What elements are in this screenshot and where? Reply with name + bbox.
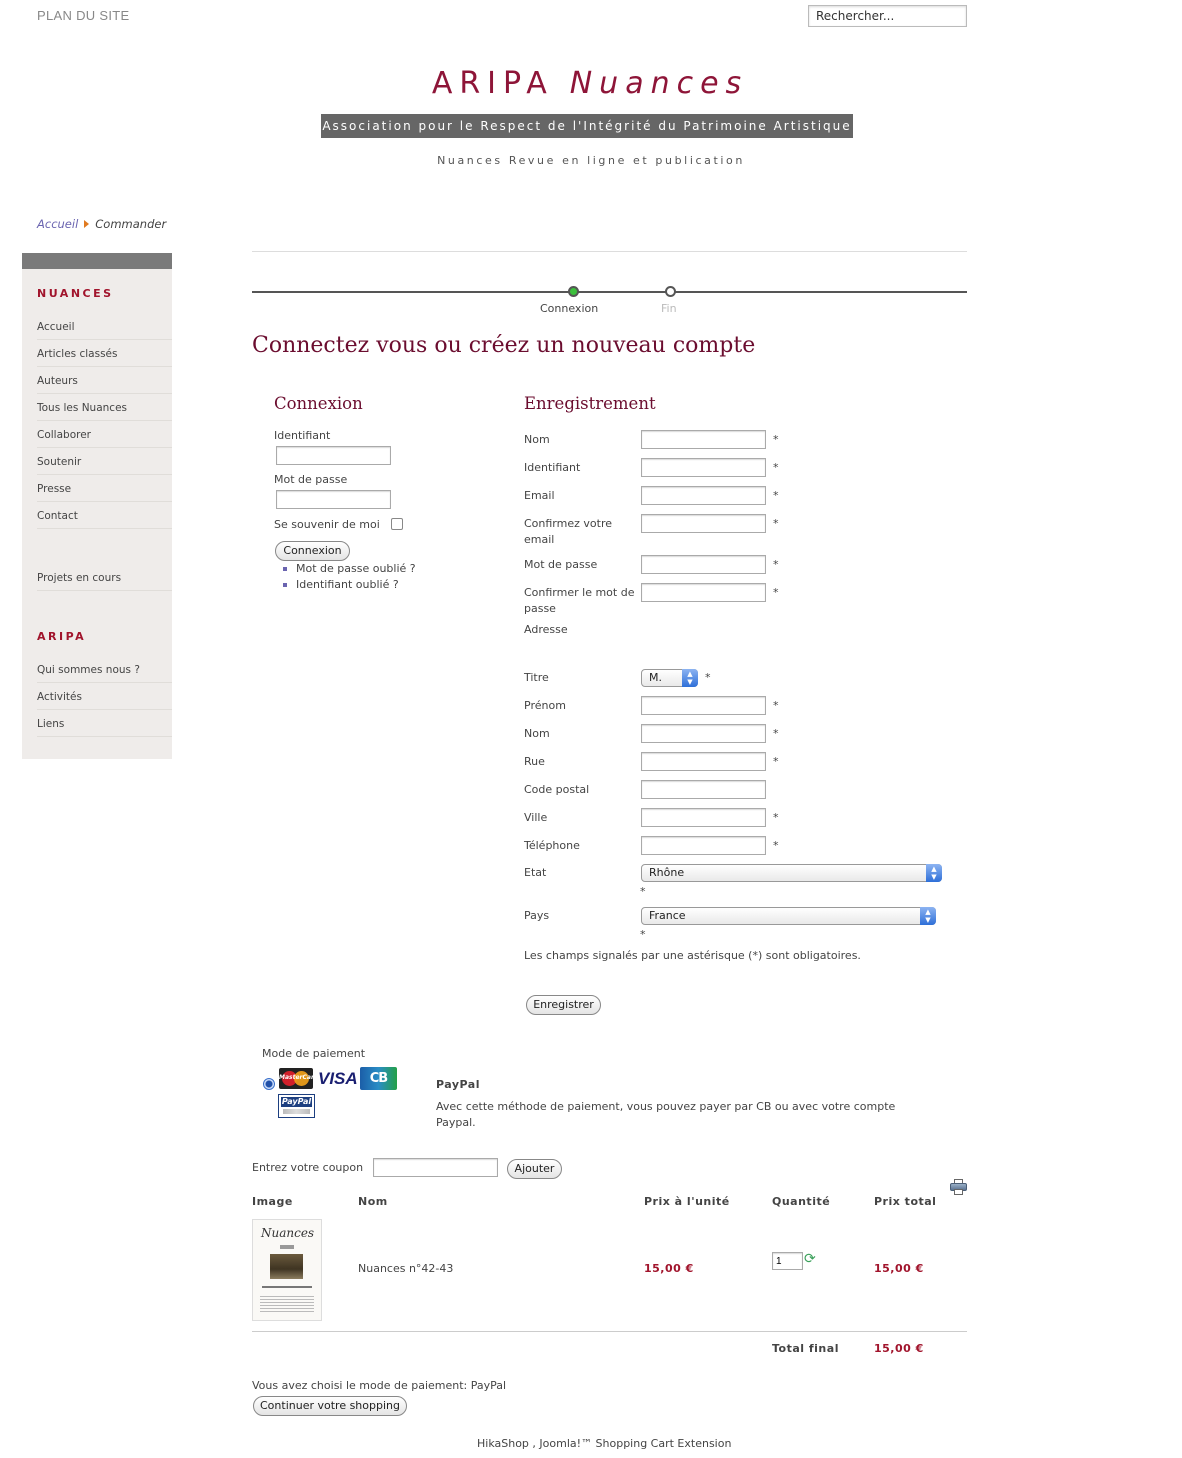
state-select[interactable] — [641, 864, 942, 882]
sidebar-item-articles[interactable]: Articles classés — [37, 340, 172, 367]
required-marker: * — [773, 586, 779, 599]
title-select-value: M. — [649, 671, 662, 684]
payment-method-description: Avec cette méthode de paiement, vous pouvez payer par CB ou avec votre compte Paypal. — [436, 1100, 896, 1129]
step-fin-dot — [665, 286, 676, 297]
reg-phone-input[interactable] — [641, 836, 766, 855]
reg-name-input[interactable] — [641, 430, 766, 449]
reg-city-label: Ville — [524, 811, 548, 824]
required-marker: * — [773, 558, 779, 571]
bullet-icon — [283, 583, 287, 587]
required-marker: * — [773, 433, 779, 446]
required-marker: * — [773, 461, 779, 474]
step-connexion-label: Connexion — [540, 302, 599, 315]
final-total-label: Total final — [772, 1342, 839, 1355]
paypal-logo-text: PayPal — [281, 1097, 312, 1106]
register-title: Enregistrement — [524, 394, 656, 413]
sidebar-item-presse[interactable]: Presse — [37, 475, 172, 502]
visa-logo-icon: VISA — [318, 1069, 358, 1088]
login-button[interactable]: Connexion — [275, 541, 350, 561]
required-marker: * — [773, 489, 779, 502]
sidebar-item-contact[interactable]: Contact — [37, 502, 172, 529]
reg-firstname-label: Prénom — [524, 699, 566, 712]
reg-lastname-label: Nom — [524, 727, 550, 740]
reg-lastname-input[interactable] — [641, 724, 766, 743]
reg-confirm-password-input[interactable] — [641, 583, 766, 602]
unit-price: 15,00 € — [644, 1262, 694, 1275]
reg-password-label: Mot de passe — [524, 558, 598, 571]
login-password-input[interactable] — [276, 490, 391, 509]
breadcrumb-home-link[interactable]: Accueil — [37, 217, 79, 231]
reg-username-label: Identifiant — [524, 461, 581, 474]
reg-firstname-input[interactable] — [641, 696, 766, 715]
sidebar-item-tous-nuances[interactable]: Tous les Nuances — [37, 394, 172, 421]
required-marker: * — [640, 928, 646, 941]
hikashop-credit-link[interactable]: HikaShop , Joomla!™ Shopping Cart Extension — [477, 1437, 732, 1450]
quantity-input[interactable] — [772, 1252, 803, 1270]
reg-confirm-password-label: Confirmer le mot de passe — [524, 586, 635, 615]
country-select-value: France — [649, 909, 686, 922]
country-select[interactable] — [641, 907, 936, 925]
site-logo[interactable] — [0, 66, 1180, 101]
sidebar — [22, 253, 172, 759]
required-marker: * — [773, 839, 779, 852]
final-total-value: 15,00 € — [874, 1342, 924, 1355]
print-icon[interactable] — [950, 1179, 967, 1195]
site-tagline: Association pour le Respect de l'Intégrité du Patrimoine Artistique — [321, 114, 853, 138]
required-marker: * — [773, 811, 779, 824]
breadcrumb-current: Commander — [95, 217, 167, 231]
sidebar-item-auteurs[interactable]: Auteurs — [37, 367, 172, 394]
mastercard-text: MasterCard — [279, 1074, 319, 1081]
reg-email-label: Email — [524, 489, 555, 502]
sidebar-item-liens[interactable]: Liens — [37, 710, 172, 737]
register-button[interactable]: Enregistrer — [526, 995, 601, 1015]
col-header-quantity: Quantité — [772, 1195, 831, 1208]
select-arrows-icon: ▲ ▼ — [682, 669, 698, 687]
remember-me-checkbox[interactable] — [391, 518, 403, 530]
site-subtagline: Nuances Revue en ligne et publication — [437, 154, 745, 167]
paypal-logo-icon — [278, 1094, 315, 1118]
reg-email-input[interactable] — [641, 486, 766, 505]
cover-title: Nuances — [261, 1226, 315, 1240]
forgot-username-link[interactable]: Identifiant oublié ? — [296, 578, 399, 591]
select-arrows-icon: ▲ ▼ — [920, 907, 936, 925]
sidebar-item-projets[interactable]: Projets en cours — [37, 564, 172, 591]
payment-mode-label: Mode de paiement — [262, 1047, 366, 1060]
step-fin-label: Fin — [661, 302, 677, 315]
required-marker: * — [773, 755, 779, 768]
reg-street-input[interactable] — [641, 752, 766, 771]
reg-phone-label: Téléphone — [524, 839, 580, 852]
required-marker: * — [773, 517, 779, 530]
cart-divider — [252, 1331, 967, 1332]
forgot-password-link[interactable]: Mot de passe oublié ? — [296, 562, 416, 575]
select-arrows-icon: ▲ ▼ — [926, 864, 942, 882]
sidebar-item-activites[interactable]: Activités — [37, 683, 172, 710]
required-marker: * — [773, 699, 779, 712]
reg-password-input[interactable] — [641, 555, 766, 574]
col-header-image: Image — [252, 1195, 293, 1208]
reg-city-input[interactable] — [641, 808, 766, 827]
required-marker: * — [640, 885, 646, 898]
required-marker: * — [773, 727, 779, 740]
logo-italic: Nuances — [569, 66, 749, 101]
product-image[interactable] — [252, 1219, 322, 1321]
payment-method-name: PayPal — [436, 1078, 480, 1091]
login-username-label: Identifiant — [274, 429, 331, 442]
required-fields-note: Les champs signalés par une astérisque (*) sont obligatoires. — [524, 949, 861, 962]
sidebar-heading-nuances: NUANCES — [37, 287, 114, 300]
product-name-link[interactable]: Nuances n°42-43 — [358, 1262, 454, 1275]
sidebar-item-qui[interactable]: Qui sommes nous ? — [37, 656, 172, 683]
divider — [252, 251, 967, 252]
refresh-icon[interactable]: ⟳ — [804, 1251, 816, 1267]
sidebar-heading-aripa: ARIPA — [37, 630, 87, 643]
bullet-icon — [283, 567, 287, 571]
reg-confirm-email-input[interactable] — [641, 514, 766, 533]
login-username-input[interactable] — [276, 446, 391, 465]
cb-logo-icon: CB — [360, 1067, 397, 1090]
reg-name-label: Nom — [524, 433, 550, 446]
required-marker: * — [705, 671, 711, 684]
continue-shopping-button[interactable]: Continuer votre shopping — [253, 1396, 407, 1416]
chosen-payment-text: Vous avez choisi le mode de paiement: PayPal — [252, 1379, 507, 1392]
address-heading: Adresse — [524, 623, 568, 636]
remember-me-label: Se souvenir de moi — [274, 518, 380, 531]
payment-radio[interactable] — [263, 1078, 275, 1090]
sidebar-item-soutenir[interactable]: Soutenir — [37, 448, 172, 475]
line-total: 15,00 € — [874, 1262, 924, 1275]
mastercard-logo-icon — [279, 1068, 319, 1089]
reg-postcode-input[interactable] — [641, 780, 766, 799]
reg-username-input[interactable] — [641, 458, 766, 477]
login-title: Connexion — [274, 394, 363, 413]
login-password-label: Mot de passe — [274, 473, 348, 486]
coupon-input[interactable] — [373, 1158, 498, 1177]
reg-state-label: Etat — [524, 866, 547, 879]
breadcrumb-arrow-icon — [84, 220, 89, 228]
checkout-progress-track — [252, 291, 967, 293]
col-header-unit-price: Prix à l'unité — [644, 1195, 730, 1208]
col-header-name: Nom — [358, 1195, 388, 1208]
reg-country-label: Pays — [524, 909, 550, 922]
title-select[interactable] — [641, 669, 698, 687]
coupon-label: Entrez votre coupon — [252, 1161, 364, 1174]
sidebar-top-bar — [22, 253, 172, 269]
reg-street-label: Rue — [524, 755, 545, 768]
reg-confirm-email-label: Confirmez votre email — [524, 517, 612, 546]
reg-title-label: Titre — [524, 671, 549, 684]
search-input[interactable] — [808, 5, 967, 27]
reg-postcode-label: Code postal — [524, 783, 590, 796]
page-title: Connectez vous ou créez un nouveau compte — [252, 333, 756, 358]
sidebar-item-collaborer[interactable]: Collaborer — [37, 421, 172, 448]
add-coupon-button[interactable]: Ajouter — [507, 1159, 562, 1179]
col-header-total: Prix total — [874, 1195, 937, 1208]
state-select-value: Rhône — [649, 866, 685, 879]
breadcrumb — [37, 217, 166, 231]
sidebar-item-accueil[interactable]: Accueil — [37, 313, 172, 340]
logo-main: ARIPA — [431, 66, 554, 101]
step-connexion-dot — [568, 286, 579, 297]
site-map-link[interactable]: PLAN DU SITE — [37, 8, 130, 23]
